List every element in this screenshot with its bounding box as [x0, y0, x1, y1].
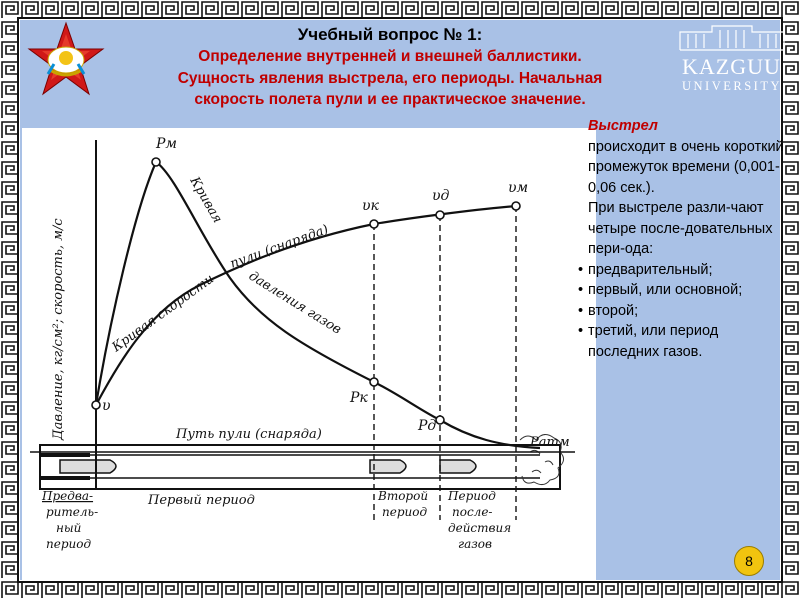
logo-wordmark: KAZGUU — [682, 54, 781, 79]
shot-description — [578, 116, 786, 362]
ballistics-diagram — [22, 128, 596, 580]
kazakhstan-emblem-icon — [26, 20, 106, 100]
point-pk — [370, 378, 378, 386]
label-vk: υк — [362, 198, 379, 214]
period-prelim-1: Предва- — [42, 489, 94, 503]
label-pk: Pк — [350, 390, 368, 406]
path-label: Путь пули (снаряда) — [176, 427, 322, 442]
point-v0 — [92, 401, 100, 409]
list-item: • третий, или период последних газов. — [578, 323, 719, 360]
point-vd — [436, 211, 444, 219]
shot-heading: Выстрел — [588, 118, 658, 134]
period-third-1: Период — [448, 489, 496, 503]
period-second-1: Второй — [378, 489, 429, 503]
velocity-curve-label-1: Кривая скорости — [109, 271, 217, 356]
period-prelim-3: ный — [56, 521, 82, 535]
pressure-curve-label-2: давления газов — [245, 268, 344, 338]
slide-subtitle-line-3: скорость полета пули и ее практическое значение. — [194, 91, 586, 108]
label-pm: Pм — [156, 136, 178, 152]
label-vd: υд — [432, 188, 450, 204]
shot-duration-text: происходит в очень короткий промежуток времени (0,001-0,06 сек.). — [588, 138, 784, 196]
point-pd — [436, 416, 444, 424]
slide-title: Учебный вопрос № 1: — [297, 25, 483, 44]
velocity-curve-label-2: пули (снаряда) — [228, 222, 331, 272]
slide-subtitle-line-2: Сущность явления выстрела, его периоды. Начальная — [177, 69, 603, 87]
period-prelim-2: ритель- — [46, 505, 99, 519]
label-v0: υ — [102, 398, 111, 414]
slide-subtitle-line-1: Определение внутренней и внешней баллистики. — [198, 48, 582, 65]
period-prelim-4: период — [46, 537, 92, 551]
list-item: • второй; — [578, 302, 639, 319]
point-vk — [370, 220, 378, 228]
page-number-badge: 8 — [734, 546, 764, 576]
period-third-3: действия — [448, 521, 512, 535]
y-axis-label: Давление, кг/см²; скорость, м/с — [51, 218, 66, 440]
list-item: • первый, или основной; — [578, 282, 743, 298]
logo-university: UNIVERSITY — [682, 79, 782, 93]
label-vm: υм — [508, 180, 529, 196]
period-third-4: газов — [458, 537, 492, 551]
shot-periods-intro: При выстреле разли-чают четыре после-довательных пери-ода: — [588, 200, 773, 257]
list-item: • предварительный; — [578, 261, 713, 278]
point-pm — [152, 158, 160, 166]
pressure-curve-label-1: Кривая — [186, 174, 225, 226]
period-second-2: период — [382, 505, 428, 519]
slide-header — [100, 24, 680, 111]
period-first: Первый период — [148, 493, 255, 508]
period-third-2: после- — [452, 505, 493, 519]
point-vm — [512, 202, 520, 210]
label-patm: Pатм — [530, 435, 570, 450]
label-pd: Pд — [418, 418, 437, 434]
